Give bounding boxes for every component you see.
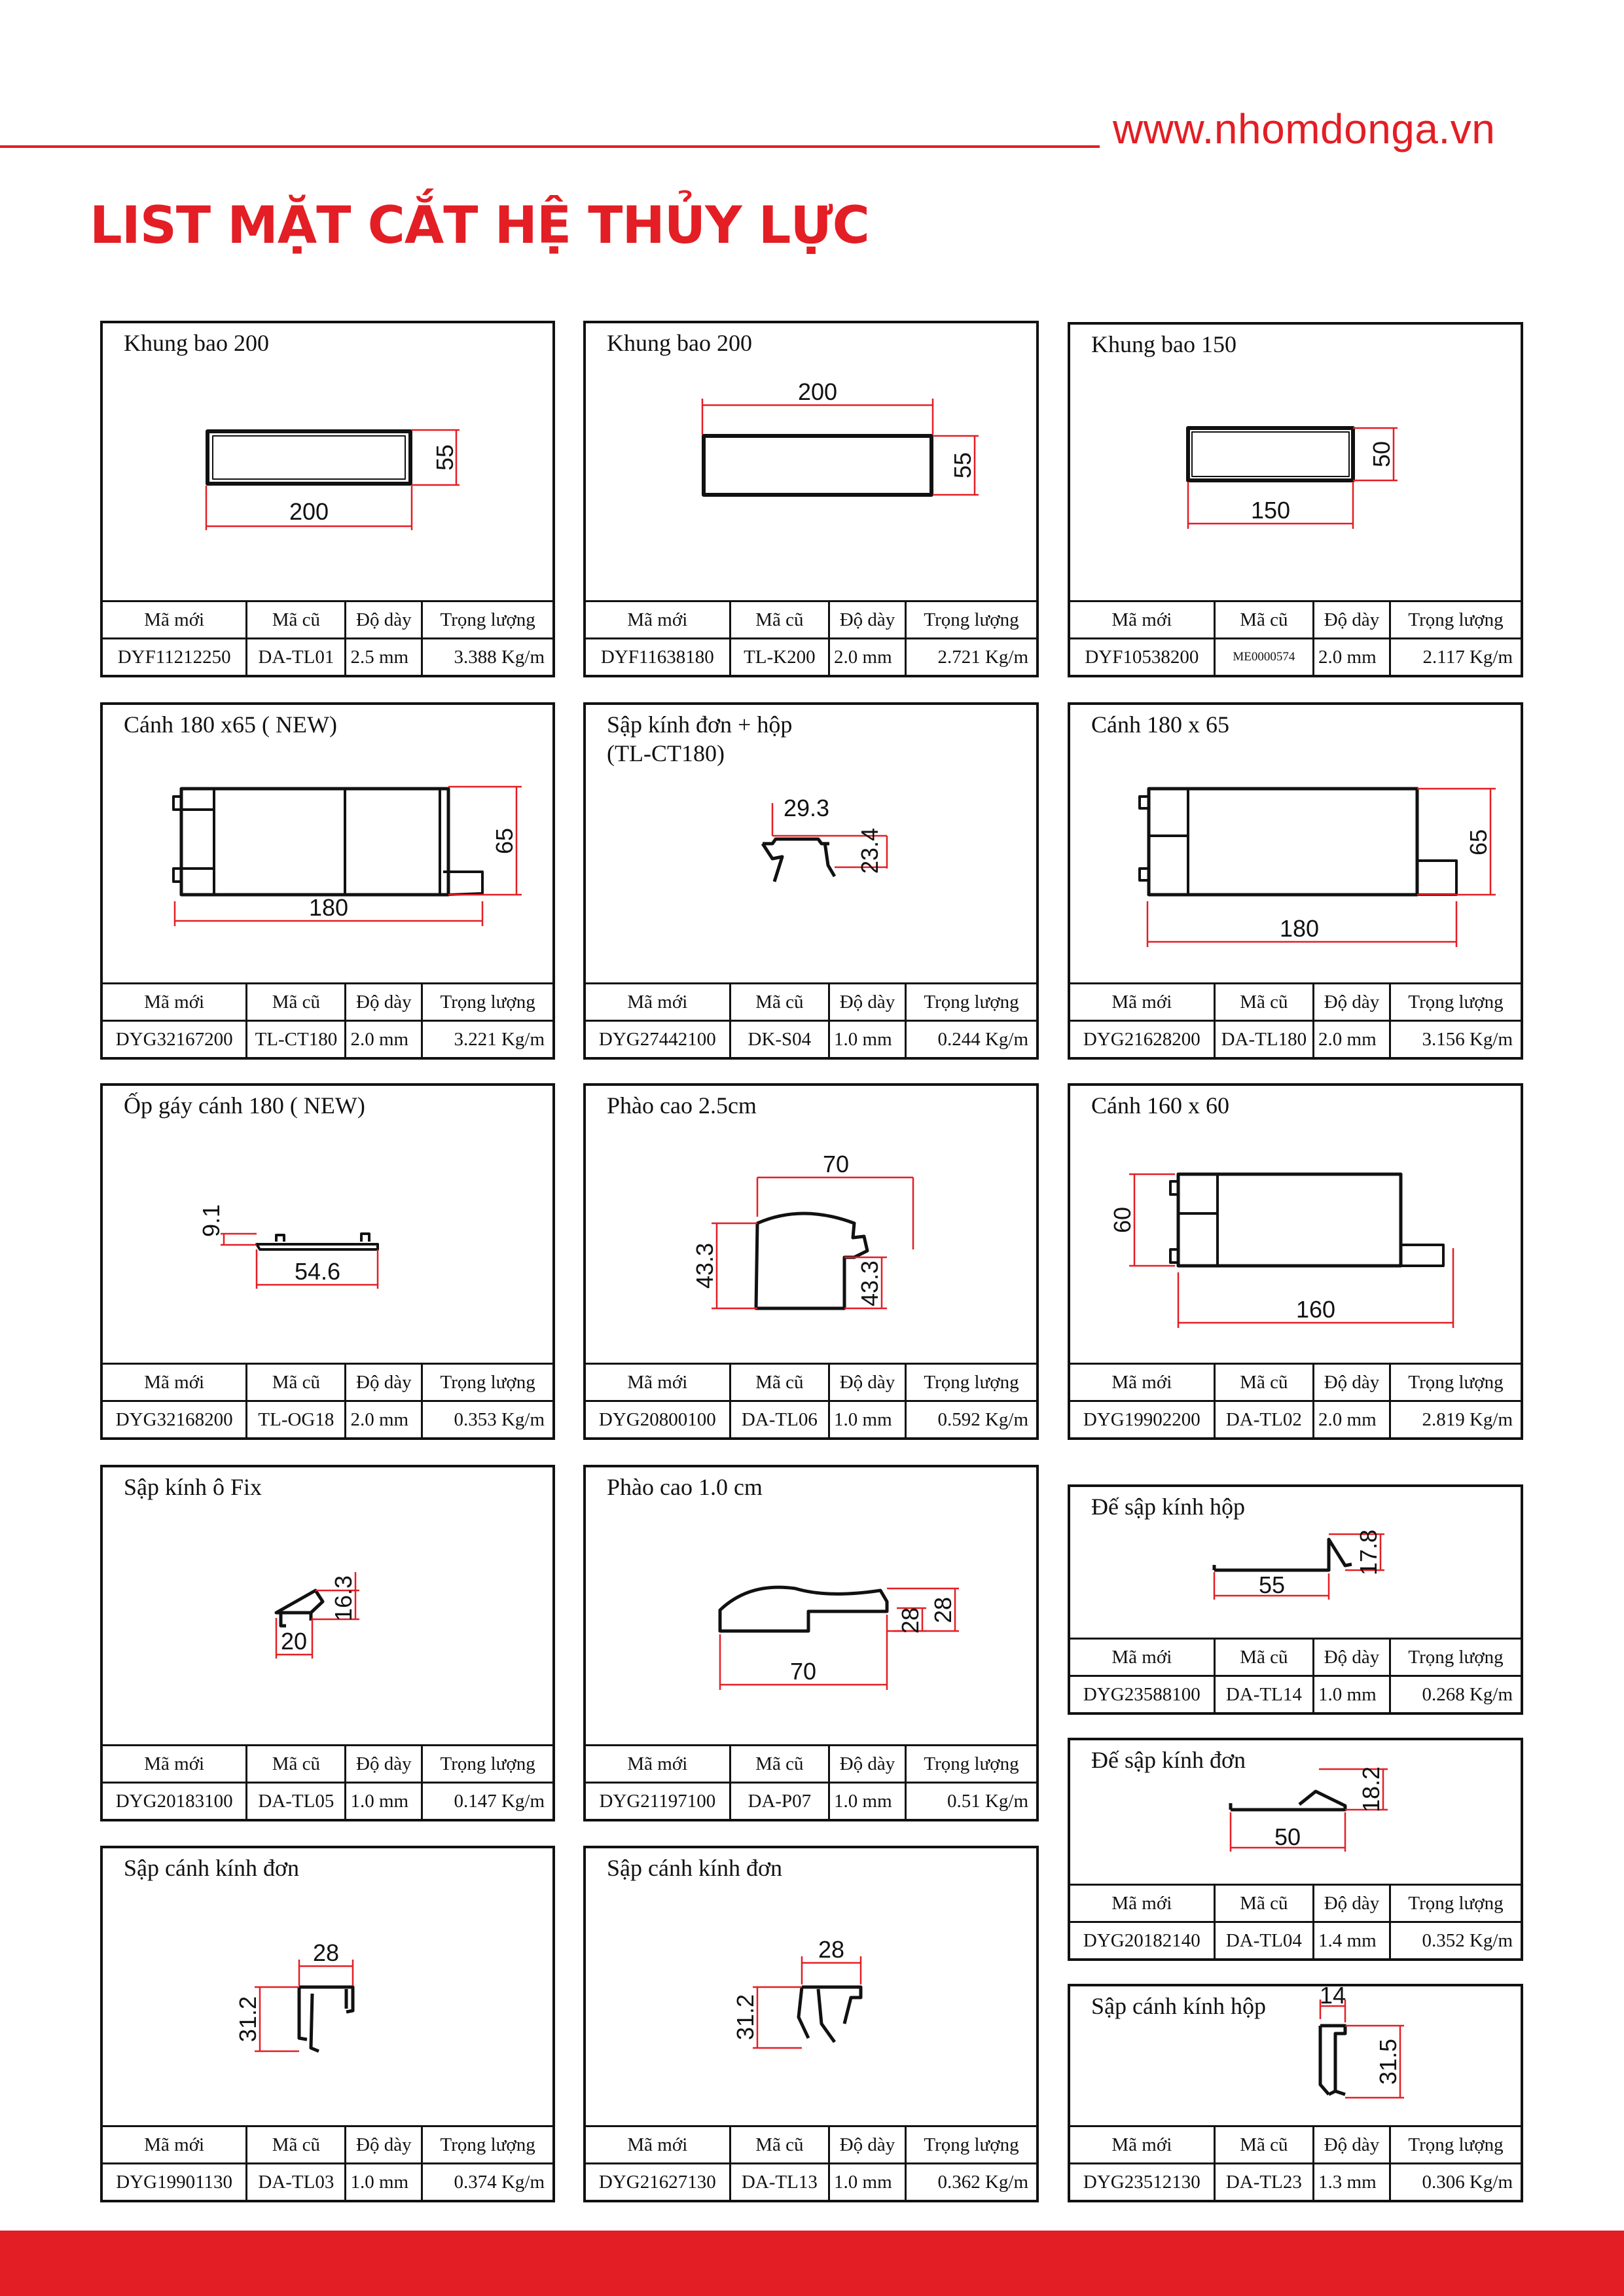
profile-spec-table: [103, 982, 552, 1057]
spec-value-row: [1070, 1021, 1521, 1058]
profile-section-drawing: [1070, 1740, 1526, 1885]
spec-header-row: [1070, 2126, 1521, 2164]
profile-title: Cánh 180 x65 ( NEW): [124, 711, 337, 738]
profile-spec-table: [103, 600, 552, 675]
spec-value-row: [586, 639, 1036, 675]
spec-value-row: [586, 2164, 1036, 2200]
profile-title: Đế sập kính đơn: [1091, 1747, 1246, 1773]
profile-title: Cánh 180 x 65: [1091, 711, 1229, 738]
header-new-code: Mã mới: [586, 984, 730, 1021]
spec-header-row: [1070, 984, 1521, 1021]
profile-card[interactable]: [1068, 1738, 1523, 1961]
profile-spec-table: [103, 2125, 552, 2200]
dimension-label: 70: [789, 1658, 817, 1685]
header-thickness: Độ dày: [829, 601, 906, 639]
weight: 0.592 Kg/m: [905, 1401, 1036, 1438]
spec-header-row: [1070, 601, 1521, 639]
profile-spec-table: [1070, 2125, 1521, 2200]
header-weight: Trọng lượng: [1390, 2126, 1521, 2164]
dimension-label: 180: [308, 894, 349, 921]
dimension-label: 31.2: [234, 1996, 261, 2043]
weight: 0.51 Kg/m: [905, 1783, 1036, 1820]
dimension-label: 31.2: [732, 1994, 759, 2041]
profile-card[interactable]: [583, 1846, 1039, 2202]
dimension-label: 160: [1295, 1296, 1336, 1323]
dimension-label: 18.2: [1358, 1766, 1384, 1813]
header-weight: Trọng lượng: [1390, 984, 1521, 1021]
spec-value-row: [1070, 1401, 1521, 1438]
header-thickness: Độ dày: [1314, 984, 1390, 1021]
header-new-code: Mã mới: [1070, 1639, 1214, 1676]
header-old-code: Mã cũ: [730, 2126, 829, 2164]
header-old-code: Mã cũ: [1214, 601, 1313, 639]
dimension-label: 150: [1250, 497, 1291, 524]
profile-section-drawing: [1070, 705, 1526, 984]
thickness: 1.0 mm: [346, 2164, 422, 2200]
spec-value-row: [1070, 2164, 1521, 2200]
thickness: 1.0 mm: [829, 1401, 906, 1438]
new-code: DYG20183100: [103, 1783, 247, 1820]
thickness: 2.0 mm: [1314, 1401, 1390, 1438]
spec-header-row: [103, 984, 552, 1021]
dimension-label: 28: [312, 1939, 340, 1966]
old-code: DA-TL01: [247, 639, 346, 675]
spec-value-row: [1070, 1922, 1521, 1959]
profile-title: Sập kính ô Fix: [124, 1474, 262, 1500]
new-code: DYG27442100: [586, 1021, 730, 1058]
thickness: 2.5 mm: [346, 639, 422, 675]
profile-spec-table: [103, 1744, 552, 1819]
weight: 0.374 Kg/m: [422, 2164, 552, 2200]
footer-bar: [0, 2231, 1624, 2296]
header-old-code: Mã cũ: [1214, 1639, 1313, 1676]
dimension-label: 70: [822, 1151, 850, 1177]
header-thickness: Độ dày: [346, 601, 422, 639]
profile-section-drawing: [586, 1467, 1041, 1746]
spec-header-row: [1070, 1639, 1521, 1676]
thickness: 2.0 mm: [1314, 639, 1390, 675]
profile-title: Ốp gáy cánh 180 ( NEW): [124, 1092, 365, 1119]
header-thickness: Độ dày: [829, 1746, 906, 1783]
profile-title: Phào cao 1.0 cm: [607, 1474, 763, 1500]
spec-header-row: [586, 2126, 1036, 2164]
profile-section-drawing: [586, 705, 1041, 984]
new-code: DYG20800100: [586, 1401, 730, 1438]
header-new-code: Mã mới: [586, 1364, 730, 1401]
spec-header-row: [103, 2126, 552, 2164]
header-new-code: Mã mới: [103, 601, 247, 639]
profile-card[interactable]: [100, 321, 555, 677]
spec-value-row: [586, 1021, 1036, 1058]
profile-section-drawing: [586, 1848, 1041, 2126]
profile-card[interactable]: [100, 702, 555, 1060]
new-code: DYG32167200: [103, 1021, 247, 1058]
dimension-label: 16.3: [330, 1575, 357, 1622]
profile-section-drawing: [1070, 325, 1526, 601]
header-weight: Trọng lượng: [905, 984, 1036, 1021]
header-new-code: Mã mới: [586, 2126, 730, 2164]
profile-title: Khung bao 150: [1091, 331, 1236, 357]
profile-title: Khung bao 200: [607, 330, 752, 356]
weight: 3.221 Kg/m: [422, 1021, 552, 1058]
spec-header-row: [1070, 1364, 1521, 1401]
dimension-label: 29.3: [783, 795, 830, 821]
dimension-label: 200: [289, 498, 329, 525]
new-code: DYG20182140: [1070, 1922, 1214, 1959]
old-code: ME0000574: [1214, 639, 1313, 675]
header-old-code: Mã cũ: [247, 601, 346, 639]
dimension-label: 50: [1368, 440, 1395, 468]
dimension-label: 43.3: [856, 1260, 883, 1307]
old-code: DA-TL23: [1214, 2164, 1313, 2200]
dimension-label: 31.5: [1375, 2038, 1401, 2085]
profile-section-drawing: [103, 1086, 558, 1364]
new-code: DYG32168200: [103, 1401, 247, 1438]
new-code: DYG19902200: [1070, 1401, 1214, 1438]
header-thickness: Độ dày: [346, 1364, 422, 1401]
dimension-label: 23.4: [856, 827, 883, 874]
profile-spec-table: [1070, 1363, 1521, 1437]
new-code: DYG21628200: [1070, 1021, 1214, 1058]
profile-section-drawing: [1070, 1086, 1526, 1364]
spec-value-row: [103, 1783, 552, 1820]
header-thickness: Độ dày: [346, 984, 422, 1021]
dimension-label: 200: [797, 378, 838, 405]
header-weight: Trọng lượng: [1390, 1364, 1521, 1401]
dimension-label: 60: [1109, 1206, 1136, 1234]
profile-card[interactable]: [100, 1083, 555, 1440]
header-old-code: Mã cũ: [1214, 1364, 1313, 1401]
thickness: 1.0 mm: [346, 1783, 422, 1820]
weight: 0.306 Kg/m: [1390, 2164, 1521, 2200]
profile-title: Sập cánh kính hộp: [1091, 1993, 1266, 2019]
weight: 2.721 Kg/m: [905, 639, 1036, 675]
header-thickness: Độ dày: [1314, 1639, 1390, 1676]
profile-section-drawing: [103, 323, 558, 601]
profile-spec-table: [586, 2125, 1036, 2200]
header-thickness: Độ dày: [1314, 2126, 1390, 2164]
profile-card[interactable]: [1068, 1984, 1523, 2202]
thickness: 1.4 mm: [1314, 1922, 1390, 1959]
header-new-code: Mã mới: [103, 2126, 247, 2164]
header-weight: Trọng lượng: [422, 984, 552, 1021]
profile-section-drawing: [103, 1848, 558, 2126]
header-old-code: Mã cũ: [247, 984, 346, 1021]
header-thickness: Độ dày: [1314, 1885, 1390, 1922]
profile-spec-table: [1070, 1884, 1521, 1958]
thickness: 1.0 mm: [829, 2164, 906, 2200]
profile-card[interactable]: [583, 1083, 1039, 1440]
old-code: DA-P07: [730, 1783, 829, 1820]
header-thickness: Độ dày: [829, 1364, 906, 1401]
header-weight: Trọng lượng: [905, 1364, 1036, 1401]
spec-header-row: [103, 1364, 552, 1401]
dimension-label: 9.1: [198, 1204, 225, 1238]
profile-spec-table: [1070, 982, 1521, 1057]
thickness: 1.0 mm: [829, 1021, 906, 1058]
header-new-code: Mã mới: [1070, 1885, 1214, 1922]
dimension-label: 17.8: [1355, 1529, 1382, 1576]
spec-header-row: [586, 1364, 1036, 1401]
dimension-label: 65: [491, 827, 518, 855]
profile-section-drawing: [1070, 1986, 1526, 2126]
header-weight: Trọng lượng: [1390, 601, 1521, 639]
header-weight: Trọng lượng: [905, 1746, 1036, 1783]
spec-value-row: [1070, 639, 1521, 675]
header-weight: Trọng lượng: [422, 1364, 552, 1401]
header-thickness: Độ dày: [346, 1746, 422, 1783]
old-code: DA-TL03: [247, 2164, 346, 2200]
new-code: DYG23588100: [1070, 1676, 1214, 1713]
dimension-label: 65: [1465, 829, 1492, 856]
header-new-code: Mã mới: [586, 601, 730, 639]
old-code: DA-TL02: [1214, 1401, 1313, 1438]
profile-section-drawing: [1070, 1487, 1526, 1639]
profile-spec-table: [586, 982, 1036, 1057]
weight: 2.819 Kg/m: [1390, 1401, 1521, 1438]
profile-card[interactable]: [1068, 322, 1523, 677]
header-new-code: Mã mới: [1070, 984, 1214, 1021]
header-old-code: Mã cũ: [1214, 984, 1313, 1021]
old-code: DA-TL14: [1214, 1676, 1313, 1713]
old-code: TL-K200: [730, 639, 829, 675]
spec-value-row: [103, 1401, 552, 1438]
weight: 0.353 Kg/m: [422, 1401, 552, 1438]
thickness: 2.0 mm: [346, 1021, 422, 1058]
header-thickness: Độ dày: [1314, 1364, 1390, 1401]
dimension-label: 14: [1319, 1986, 1346, 2009]
profile-card[interactable]: [1068, 1484, 1523, 1715]
profile-title: Khung bao 200: [124, 330, 269, 356]
new-code: DYG19901130: [103, 2164, 247, 2200]
thickness: 1.0 mm: [1314, 1676, 1390, 1713]
dimension-label: 54.6: [294, 1258, 341, 1285]
profile-card[interactable]: [583, 321, 1039, 677]
dimension-label: 50: [1274, 1823, 1301, 1850]
new-code: DYF11212250: [103, 639, 247, 675]
header-new-code: Mã mới: [103, 1364, 247, 1401]
weight: 2.117 Kg/m: [1390, 639, 1521, 675]
profile-card[interactable]: [100, 1846, 555, 2202]
spec-value-row: [586, 1783, 1036, 1820]
old-code: DA-TL13: [730, 2164, 829, 2200]
header-weight: Trọng lượng: [905, 2126, 1036, 2164]
header-new-code: Mã mới: [103, 1746, 247, 1783]
header-old-code: Mã cũ: [247, 2126, 346, 2164]
thickness: 1.0 mm: [829, 1783, 906, 1820]
thickness: 2.0 mm: [346, 1401, 422, 1438]
weight: 0.147 Kg/m: [422, 1783, 552, 1820]
old-code: DA-TL180: [1214, 1021, 1313, 1058]
profile-card[interactable]: [583, 702, 1039, 1060]
weight: 3.388 Kg/m: [422, 639, 552, 675]
profile-card[interactable]: [583, 1465, 1039, 1821]
new-code: DYF11638180: [586, 639, 730, 675]
profile-spec-table: [586, 600, 1036, 675]
header-new-code: Mã mới: [1070, 2126, 1214, 2164]
header-old-code: Mã cũ: [247, 1364, 346, 1401]
profile-title: Cánh 160 x 60: [1091, 1092, 1229, 1119]
profile-title: Đế sập kính hộp: [1091, 1494, 1245, 1520]
header-thickness: Độ dày: [346, 2126, 422, 2164]
dimension-label: 28: [897, 1607, 924, 1634]
spec-value-row: [103, 2164, 552, 2200]
profile-spec-table: [586, 1744, 1036, 1819]
header-old-code: Mã cũ: [730, 984, 829, 1021]
header-old-code: Mã cũ: [1214, 1885, 1313, 1922]
header-weight: Trọng lượng: [1390, 1639, 1521, 1676]
header-weight: Trọng lượng: [422, 2126, 552, 2164]
old-code: DA-TL04: [1214, 1922, 1313, 1959]
header-old-code: Mã cũ: [1214, 2126, 1313, 2164]
profile-card[interactable]: [1068, 702, 1523, 1060]
page-title: LIST MẶT CẮT HỆ THỦY LỰC: [90, 196, 869, 255]
header-old-code: Mã cũ: [730, 1746, 829, 1783]
new-code: DYF10538200: [1070, 639, 1214, 675]
new-code: DYG23512130: [1070, 2164, 1214, 2200]
spec-value-row: [1070, 1676, 1521, 1713]
old-code: DK-S04: [730, 1021, 829, 1058]
dimension-label: 28: [929, 1596, 956, 1624]
old-code: DA-TL06: [730, 1401, 829, 1438]
thickness: 1.3 mm: [1314, 2164, 1390, 2200]
profile-title: Phào cao 2.5cm: [607, 1092, 757, 1119]
profile-spec-table: [1070, 600, 1521, 675]
spec-value-row: [586, 1401, 1036, 1438]
profile-spec-table: [1070, 1638, 1521, 1712]
profile-spec-table: [586, 1363, 1036, 1437]
header-old-code: Mã cũ: [247, 1746, 346, 1783]
profile-title: Sập cánh kính đơn: [124, 1855, 299, 1881]
header-thickness: Độ dày: [1314, 601, 1390, 639]
profile-section-drawing: [103, 705, 558, 984]
spec-header-row: [586, 601, 1036, 639]
old-code: DA-TL05: [247, 1783, 346, 1820]
dimension-label: 43.3: [691, 1242, 718, 1289]
header-old-code: Mã cũ: [730, 601, 829, 639]
dimension-label: 180: [1279, 915, 1320, 942]
profile-section-drawing: [586, 323, 1041, 601]
dimension-label: 20: [280, 1628, 308, 1655]
header-thickness: Độ dày: [829, 984, 906, 1021]
dimension-label: 28: [818, 1936, 845, 1963]
weight: 3.156 Kg/m: [1390, 1021, 1521, 1058]
new-code: DYG21627130: [586, 2164, 730, 2200]
header-weight: Trọng lượng: [422, 1746, 552, 1783]
spec-header-row: [103, 1746, 552, 1783]
old-code: TL-CT180: [247, 1021, 346, 1058]
header-new-code: Mã mới: [103, 984, 247, 1021]
new-code: DYG21197100: [586, 1783, 730, 1820]
header-new-code: Mã mới: [1070, 601, 1214, 639]
header-new-code: Mã mới: [1070, 1364, 1214, 1401]
spec-header-row: [103, 601, 552, 639]
thickness: 2.0 mm: [829, 639, 906, 675]
profile-title: Sập kính đơn + hộp (TL-CT180): [607, 711, 793, 766]
header-new-code: Mã mới: [586, 1746, 730, 1783]
weight: 0.362 Kg/m: [905, 2164, 1036, 2200]
weight: 0.352 Kg/m: [1390, 1922, 1521, 1959]
profile-card[interactable]: [1068, 1083, 1523, 1440]
spec-value-row: [103, 1021, 552, 1058]
dimension-label: 55: [1258, 1571, 1286, 1598]
weight: 0.244 Kg/m: [905, 1021, 1036, 1058]
profile-card[interactable]: [100, 1465, 555, 1821]
thickness: 2.0 mm: [1314, 1021, 1390, 1058]
header-rule: [0, 145, 1100, 148]
profile-title: Sập cánh kính đơn: [607, 1855, 782, 1881]
weight: 0.268 Kg/m: [1390, 1676, 1521, 1713]
spec-header-row: [1070, 1885, 1521, 1922]
dimension-label: 55: [949, 452, 976, 479]
spec-header-row: [586, 1746, 1036, 1783]
header-weight: Trọng lượng: [1390, 1885, 1521, 1922]
spec-header-row: [586, 984, 1036, 1021]
website-link[interactable]: www.nhomdonga.vn: [1113, 105, 1496, 152]
dimension-label: 55: [431, 444, 458, 471]
profile-section-drawing: [586, 1086, 1041, 1364]
header-weight: Trọng lượng: [422, 601, 552, 639]
header-weight: Trọng lượng: [905, 601, 1036, 639]
header-thickness: Độ dày: [829, 2126, 906, 2164]
old-code: TL-OG18: [247, 1401, 346, 1438]
spec-value-row: [103, 639, 552, 675]
header-old-code: Mã cũ: [730, 1364, 829, 1401]
profile-spec-table: [103, 1363, 552, 1437]
profile-section-drawing: [103, 1467, 558, 1746]
